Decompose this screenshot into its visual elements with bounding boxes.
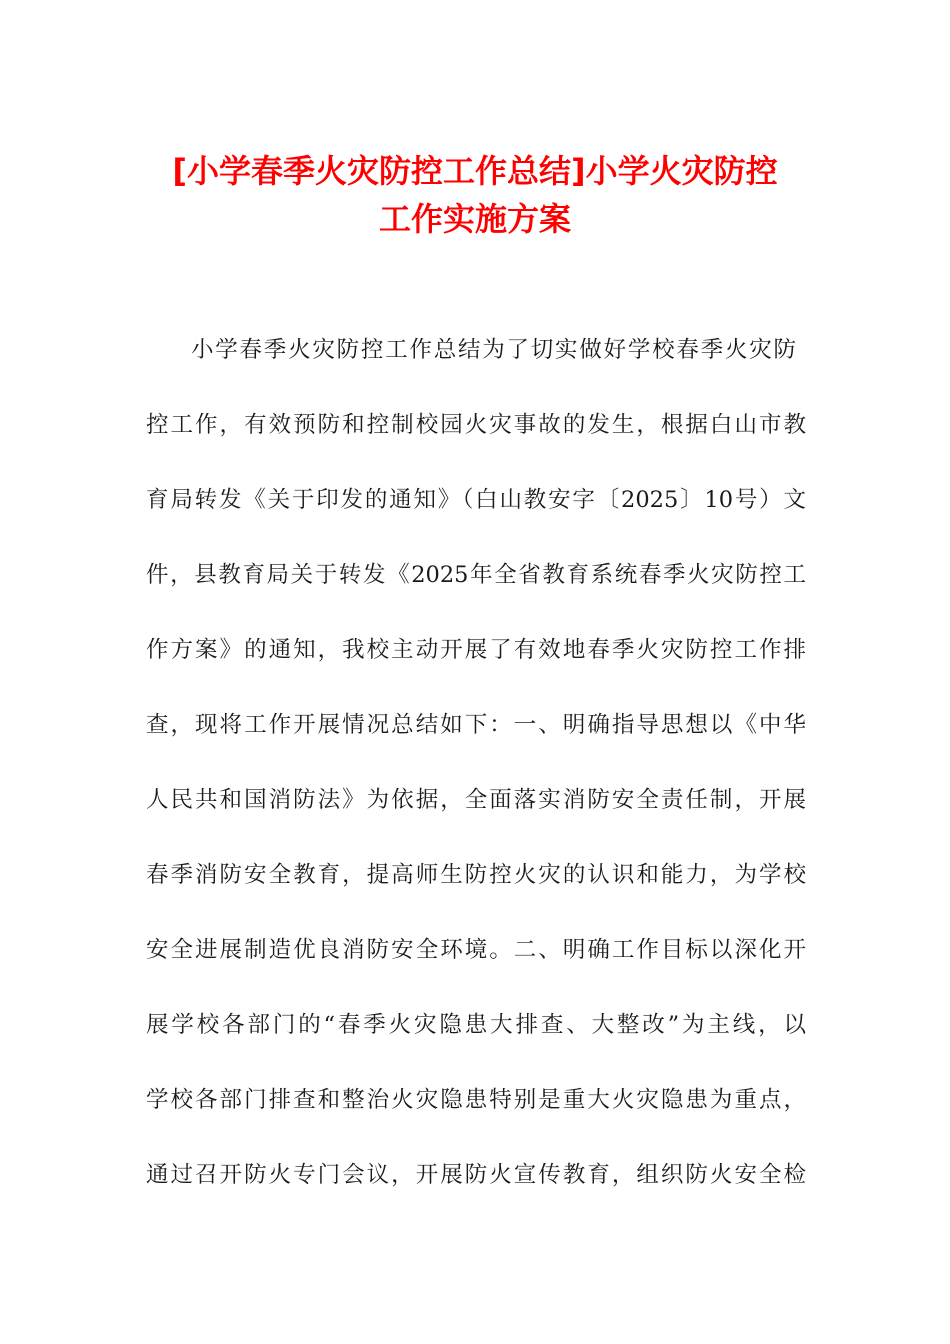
document-title-line-1: [小学春季火灾防控工作总结]小学火灾防控 — [172, 152, 778, 190]
body-line-1: 小学春季火灾防控工作总结为了切实做好学校春季火灾防 — [191, 337, 796, 363]
body-line-4: 件，县教育局关于转发《2025年全省教育系统春季火灾防控工 — [146, 562, 806, 588]
body-line-12: 通过召开防火专门会议，开展防火宣传教育，组织防火安全检 — [146, 1162, 806, 1188]
body-line-10: 展学校各部门的“春季火灾隐患大排查、大整改”为主线，以 — [146, 1012, 806, 1038]
body-line-6: 查，现将工作开展情况总结如下：一、明确指导思想以《中华 — [146, 712, 806, 738]
body-line-11: 学校各部门排查和整治火灾隐患特别是重大火灾隐患为重点， — [146, 1087, 806, 1113]
body-line-5: 作方案》的通知，我校主动开展了有效地春季火灾防控工作排 — [146, 637, 806, 663]
document-title-line-2: 工作实施方案 — [378, 200, 571, 238]
body-line-8: 春季消防安全教育，提高师生防控火灾的认识和能力，为学校 — [146, 862, 806, 888]
body-line-2: 控工作，有效预防和控制校园火灾事故的发生，根据白山市教 — [146, 412, 806, 438]
body-line-9: 安全进展制造优良消防安全环境。二、明确工作目标以深化开 — [146, 937, 806, 963]
body-line-3: 育局转发《关于印发的通知》（白山教安字〔2025〕10号）文 — [146, 487, 806, 513]
body-line-7: 人民共和国消防法》为依据，全面落实消防安全责任制，开展 — [146, 787, 806, 813]
